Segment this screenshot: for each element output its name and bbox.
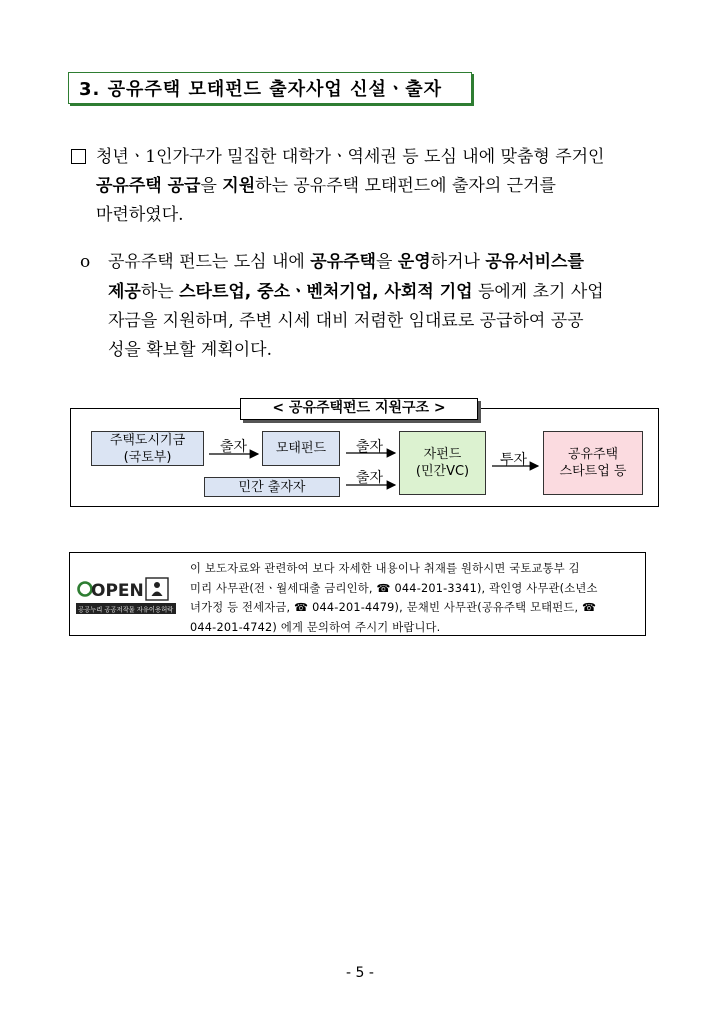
diagram-title: < 공유주택펀드 지원구조 > (240, 398, 478, 420)
body-text: 을 (375, 252, 398, 272)
node-label: (국토부) (123, 449, 172, 465)
body-text: 하는 공유주택 모태펀드에 출자의 근거를 (255, 176, 556, 196)
arrow-label-investment: 투자 (500, 452, 528, 468)
notice-line1: 이 보도자료와 관련하여 보다 자세한 내용이나 취재를 원하시면 국토교통부 김 (190, 562, 580, 575)
node-label: 공유주택 (567, 447, 619, 462)
body-text: 공유주택 펀드는 도심 내에 (108, 252, 311, 272)
body-text: 을 (200, 176, 223, 196)
arrow-label-invest: 출자 (220, 439, 248, 455)
arrow-label-invest: 출자 (356, 470, 384, 486)
emphasis-text: 공유서비스를 (485, 252, 584, 272)
body-text: 하는 (140, 282, 180, 302)
node-label: 모태펀드 (275, 441, 327, 456)
emphasis-text: 공유주택 공급 (96, 176, 201, 196)
notice-text (190, 559, 642, 637)
emphasis-text: 제공 (108, 282, 141, 302)
arrow-label-invest: 출자 (356, 439, 384, 455)
node-label: 자펀드 (423, 447, 462, 462)
paragraph1-line3: 마련하였다. (96, 205, 184, 225)
paragraph2-line4: 성을 확보할 계획이다. (108, 340, 273, 360)
notice-line3: 녀가정 등 전세자금, ☎ 044-201-4479), 문채빈 사무관(공유주택 모태펀드, ☎ (190, 601, 597, 614)
kogl-open-logo (76, 577, 176, 617)
notice-line2: 미리 사무관(전ㆍ월세대출 금리인하, ☎ 044-201-3341), 곽인영 사무관(소년소 (190, 581, 598, 595)
svg-text:공공누리 공공저작물 자유이용허락: 공공누리 공공저작물 자유이용허락 (78, 606, 174, 614)
node-label: 주택도시기금 (109, 432, 186, 448)
paragraph2-bullet: o (80, 252, 91, 272)
paragraph2-line3: 자금을 지원하며, 주변 시세 대비 저렴한 임대료로 공급하여 공공 (108, 311, 584, 331)
node-label: (민간VC) (415, 464, 470, 479)
body-text: 등에게 초기 사업 (472, 282, 604, 302)
node-label: 스타트업 등 (559, 464, 627, 479)
emphasis-text: 지원 (222, 176, 256, 196)
emphasis-text: 스타트업, 중소ㆍ벤처기업, 사회적 기업 (179, 282, 473, 302)
node-label: 민간 출자자 (238, 479, 306, 495)
emphasis-text: 운영 (397, 252, 431, 272)
section-heading: 3. 공유주택 모태펀드 출자사업 신설ㆍ출자 (79, 79, 443, 100)
notice-line4: 044-201-4742) 에게 문의하여 주시기 바랍니다. (190, 620, 441, 634)
paragraph1-line1-text: 청년ㆍ1인가구가 밀집한 대학가ㆍ역세권 등 도심 내에 맞춤형 주거인 (96, 147, 605, 167)
body-text: 하거나 (430, 252, 486, 272)
page-number: - 5 - (346, 965, 374, 981)
open-license-icon (76, 577, 176, 617)
emphasis-text: 공유주택 (310, 252, 376, 272)
svg-text:OPEN: OPEN (91, 581, 144, 601)
